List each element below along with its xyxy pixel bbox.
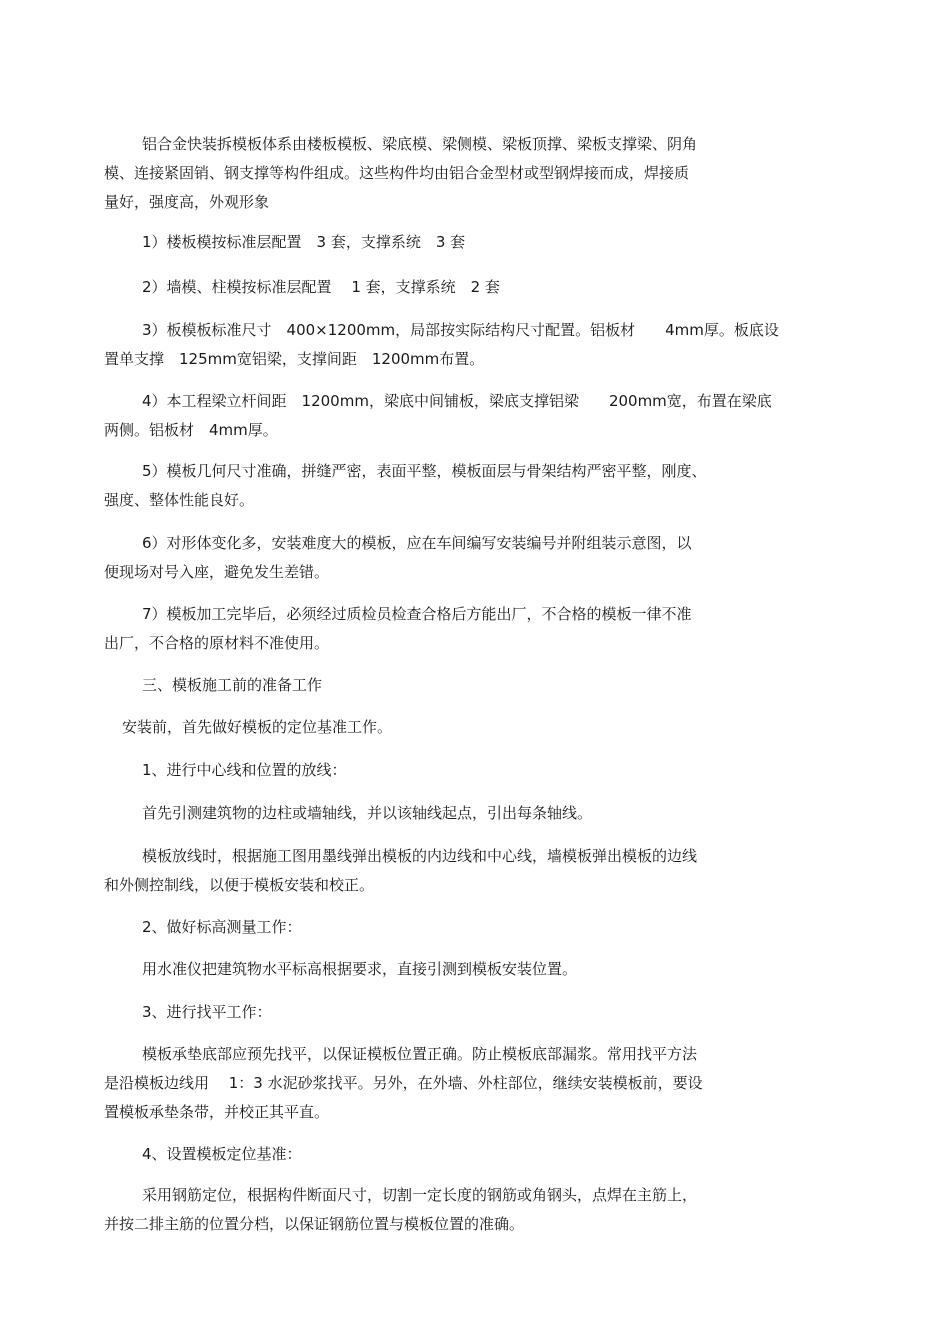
text-line: 模板放线时，根据施工图用墨线弹出模板的内边线和中心线，墙模板弹出模板的边线 [142, 847, 698, 865]
text-line: 便现场对号入座，避免发生差错。 [104, 563, 330, 581]
text-line: 1、进行中心线和位置的放线： [142, 761, 347, 779]
list-item-2 [104, 273, 844, 302]
list-item-7 [104, 600, 844, 658]
text-line: 和外侧控制线，以便于模板安装和校正。 [104, 876, 375, 894]
text-line: 置模板承垫条带，并校正其平直。 [104, 1103, 330, 1121]
paragraph [104, 1181, 844, 1239]
text-line: 6）对形体变化多，安装难度大的模板，应在车间编写安装编号并附组装示意图，以 [142, 534, 692, 552]
text-line: 2、做好标高测量工作： [142, 918, 302, 936]
paragraph [104, 1040, 844, 1127]
text-line: 4、设置模板定位基准： [142, 1145, 302, 1163]
text-line: 3）板模板标准尺寸 400×1200mm，局部按实际结构尺寸配置。铝板材 4mm厚。板底设 [142, 321, 779, 339]
text-line: 强度、整体性能良好。 [104, 491, 255, 509]
section-heading [104, 671, 844, 700]
text-line: 模板承垫底部应预先找平，以保证模板位置正确。防止模板底部漏浆。常用找平方法 [142, 1045, 698, 1063]
list-item-1 [104, 228, 844, 257]
text-line: 1）楼板模按标准层配置 3 套，支撑系统 3 套 [142, 233, 466, 251]
list-item-5 [104, 457, 844, 515]
text-line: 出厂，不合格的原材料不准使用。 [104, 634, 330, 652]
subheading-4 [104, 1140, 844, 1169]
text-line: 2）墙模、柱模按标准层配置 1 套，支撑系统 2 套 [142, 278, 500, 296]
text-line: 7）模板加工完毕后，必须经过质检员检查合格后方能出厂，不合格的模板一律不准 [142, 605, 692, 623]
text-line: 铝合金快装拆模板体系由楼板模板、梁底模、梁侧模、梁板顶撑、梁板支撑梁、阴角 [142, 135, 698, 153]
subheading-3 [104, 998, 844, 1027]
list-item-4 [104, 387, 844, 445]
text-line: 三、模板施工前的准备工作 [142, 676, 323, 694]
paragraph [104, 713, 844, 742]
text-line: 是沿模板边线用 1：3 水泥砂浆找平。另外，在外墙、外柱部位，继续安装模板前，要设 [104, 1074, 703, 1092]
intro-paragraph [104, 130, 844, 217]
subheading-2 [104, 913, 844, 942]
text-line: 5）模板几何尺寸准确，拼缝严密，表面平整，模板面层与骨架结构严密平整，刚度、 [142, 462, 707, 480]
text-line: 并按二排主筋的位置分档，以保证钢筋位置与模板位置的准确。 [104, 1215, 525, 1233]
paragraph [104, 842, 844, 900]
subheading-1 [104, 756, 844, 785]
text-line: 采用钢筋定位，根据构件断面尺寸，切割一定长度的钢筋或角钢头，点焊在主筋上， [142, 1186, 698, 1204]
text-line: 首先引测建筑物的边柱或墙轴线，并以该轴线起点，引出每条轴线。 [142, 804, 593, 822]
paragraph [104, 955, 844, 984]
text-line: 两侧。铝板材 4mm厚。 [104, 421, 278, 439]
text-line: 用水准仪把建筑物水平标高根据要求，直接引测到模板安装位置。 [142, 960, 578, 978]
list-item-3 [104, 316, 844, 374]
paragraph [104, 799, 844, 828]
text-line: 3、进行找平工作： [142, 1003, 272, 1021]
text-line: 安装前，首先做好模板的定位基准工作。 [122, 718, 393, 736]
text-line: 模、连接紧固销、钢支撑等构件组成。这些构件均由铝合金型材或型钢焊接而成，焊接质 [104, 164, 690, 182]
text-line: 量好，强度高，外观形象 [104, 193, 270, 211]
list-item-6 [104, 529, 844, 587]
text-line: 置单支撑 125mm宽铝梁，支撑间距 1200mm布置。 [104, 350, 485, 368]
text-line: 4）本工程梁立杆间距 1200mm，梁底中间铺板，梁底支撑铝梁 200mm宽，布置在梁底 [142, 392, 772, 410]
